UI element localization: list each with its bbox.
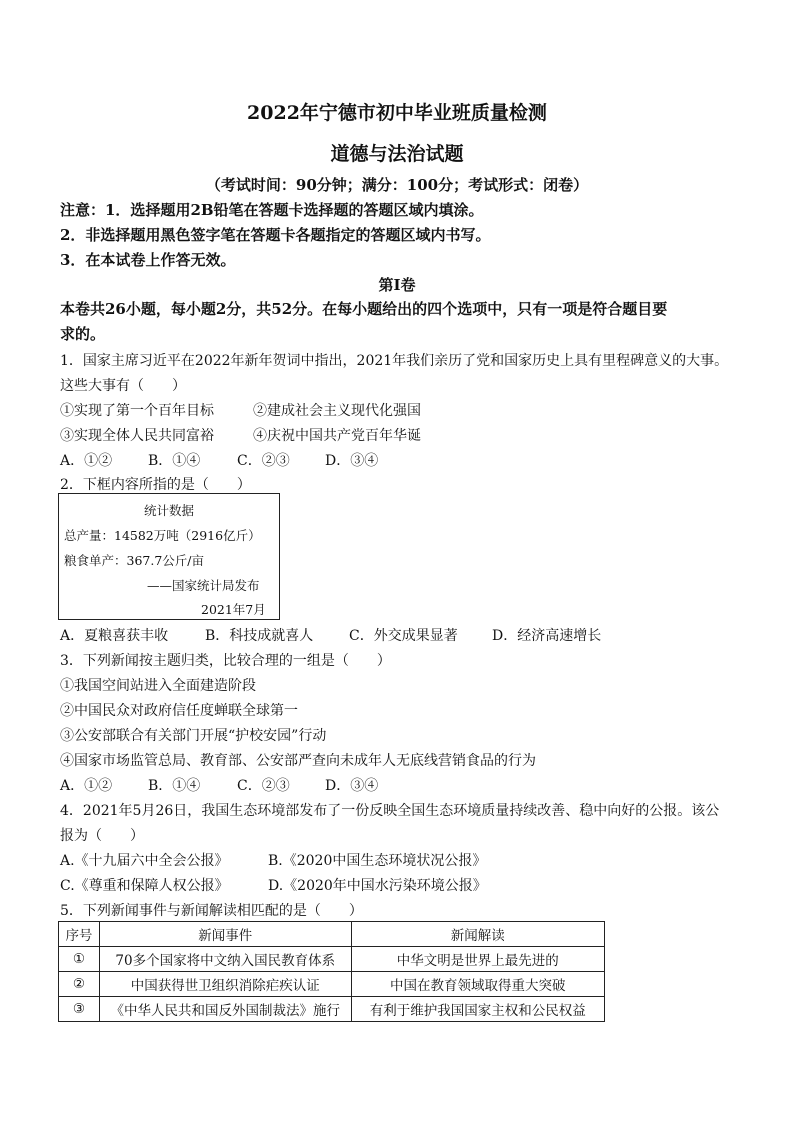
q1-option-4: ④庆祝中国共产党百年华诞 — [253, 428, 421, 444]
table-row — [59, 997, 605, 1022]
q4-answer-a: A.《十九届六中全会公报》 — [60, 853, 229, 869]
q3-answer-b: B．①④ — [148, 778, 201, 794]
table-cell: 中华文明是世界上最先进的 — [351, 947, 604, 972]
q4-answer-b: B.《2020中国生态环境状况公报》 — [268, 853, 487, 869]
note-2: 2．非选择题用黑色签字笔在答题卡各题指定的答题区域内书写。 — [60, 226, 491, 244]
q3-item-1: ①我国空间站进入全面建造阶段 — [60, 678, 256, 694]
q3-answer-c: C．②③ — [237, 778, 290, 794]
section-instructions-2: 求的。 — [60, 325, 106, 343]
box-heading: 统计数据 — [143, 503, 194, 518]
q4-answer-d: D.《2020年中国水污染环境公报》 — [268, 878, 487, 894]
table-header-cell: 新闻解读 — [351, 922, 604, 947]
exam-title: 2022年宁德市初中毕业班质量检测 — [247, 102, 547, 124]
news-table — [58, 921, 605, 1022]
q1-answer-c: C．②③ — [237, 453, 290, 469]
table-cell: ③ — [59, 997, 100, 1022]
table-cell: ② — [59, 972, 100, 997]
q2-answer-c: C．外交成果显著 — [349, 628, 458, 644]
q3-answer-a: A．①② — [60, 778, 113, 794]
exam-info: （考试时间：90分钟；满分：100分；考试形式：闭卷） — [205, 176, 589, 194]
q1-option-3: ③实现全体人民共同富裕 — [60, 428, 214, 444]
q4-stem-1: 4．2021年5月26日，我国生态环境部发布了一份反映全国生态环境质量持续改善、稳中向好的公报。该公 — [60, 803, 720, 819]
q2-answer-b: B．科技成就喜人 — [205, 628, 314, 644]
q4-stem-2: 报为（ ） — [60, 828, 144, 844]
table-row — [59, 972, 605, 997]
box-line-unit-yield: 粮食单产：367.7公斤/亩 — [64, 553, 204, 568]
box-date: 2021年7月 — [201, 602, 266, 617]
q3-item-2: ②中国民众对政府信任度蝉联全球第一 — [60, 703, 298, 719]
note-1: 注意：1．选择题用2B铅笔在答题卡选择题的答题区域内填涂。 — [60, 201, 484, 219]
note-3: 3．在本试卷上作答无效。 — [60, 251, 236, 269]
section-instructions-1: 本卷共26小题，每小题2分，共52分。在每小题给出的四个选项中，只有一项是符合题目要 — [60, 300, 668, 318]
q3-answer-d: D．③④ — [325, 778, 379, 794]
q2-answer-a: A．夏粮喜获丰收 — [60, 628, 169, 644]
q2-answer-d: D．经济高速增长 — [492, 628, 602, 644]
table-header-cell: 新闻事件 — [99, 922, 351, 947]
table-header-row — [59, 922, 605, 947]
q3-item-4: ④国家市场监管总局、教育部、公安部严查向未成年人无底线营销食品的行为 — [60, 753, 536, 769]
table-cell: 有利于维护我国国家主权和公民权益 — [351, 997, 604, 1022]
table-cell: ① — [59, 947, 100, 972]
subject-title: 道德与法治试题 — [330, 143, 464, 165]
q3-item-3: ③公安部联合有关部门开展“护校安园”行动 — [60, 728, 327, 744]
table-cell: 中国获得世卫组织消除疟疾认证 — [99, 972, 351, 997]
table-cell: 中国在教育领域取得重大突破 — [351, 972, 604, 997]
statistics-box — [58, 493, 280, 620]
q1-answer-b: B．①④ — [148, 453, 201, 469]
q1-answer-d: D．③④ — [325, 453, 379, 469]
q5-stem: 5．下列新闻事件与新闻解读相匹配的是（ ） — [60, 903, 363, 919]
q1-option-1: ①实现了第一个百年目标 — [60, 403, 214, 419]
box-source: ——国家统计局发布 — [147, 578, 260, 593]
table-cell: 《中华人民共和国反外国制裁法》施行 — [99, 997, 351, 1022]
q4-answer-c: C.《尊重和保障人权公报》 — [60, 878, 229, 894]
q2-stem: 2．下框内容所指的是（ ） — [60, 477, 251, 493]
q1-option-2: ②建成社会主义现代化强国 — [253, 403, 421, 419]
q1-answer-a: A．①② — [60, 453, 113, 469]
section-heading: 第Ⅰ卷 — [378, 276, 416, 294]
table-cell: 70多个国家将中文纳入国民教育体系 — [99, 947, 351, 972]
q1-stem-2: 这些大事有（ ） — [60, 378, 186, 394]
table-header-cell: 序号 — [59, 922, 100, 947]
q1-stem-1: 1．国家主席习近平在2022年新年贺词中指出，2021年我们亲历了党和国家历史上具有里程碑意义的大事。 — [60, 353, 729, 369]
table-row — [59, 947, 605, 972]
q3-stem: 3．下列新闻按主题归类，比较合理的一组是（ ） — [60, 653, 391, 669]
box-line-total-output: 总产量：14582万吨（2916亿斤） — [64, 528, 261, 543]
